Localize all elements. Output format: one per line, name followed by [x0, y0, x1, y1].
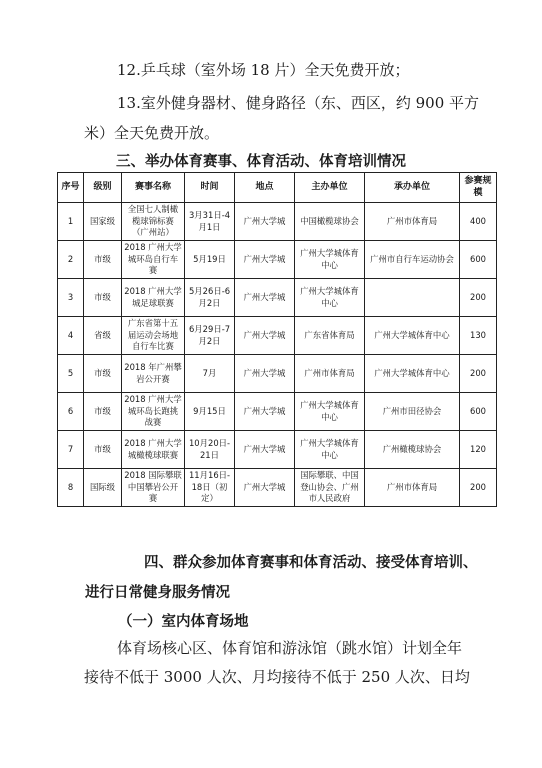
- table-row: [58, 355, 497, 393]
- table-header-row: [58, 173, 497, 203]
- table-cell-text: 120: [470, 443, 486, 454]
- body-paragraph-line1: 体育场核心区、体育馆和游泳馆（跳水馆）计划全年: [117, 639, 463, 657]
- table-cell-text: 广州大学城: [243, 253, 286, 264]
- table-cell: [295, 393, 365, 431]
- table-cell-text: 3: [67, 291, 74, 302]
- table-cell-text: 广州大学城: [243, 215, 286, 226]
- item-12-paragraph: 12.乒乓球（室外场 18 片）全天免费开放；: [117, 61, 410, 79]
- table-cell: [295, 203, 365, 241]
- table-cell: [460, 393, 497, 431]
- table-header-cell: [122, 173, 185, 203]
- table-cell-text: 130: [470, 329, 486, 340]
- table-cell: [460, 241, 497, 279]
- table-cell-text: 200: [470, 291, 486, 302]
- table-cell: [58, 431, 84, 469]
- table-cell: [235, 317, 295, 355]
- table-cell: [460, 469, 497, 507]
- table-cell: [295, 279, 365, 317]
- table-cell-text: 广东省第十五届运动会场地自行车比赛: [127, 318, 179, 352]
- table-cell-text: 200: [470, 367, 486, 378]
- table-header-cell: [84, 173, 122, 203]
- table-row: [58, 279, 497, 317]
- table-cell: [185, 203, 235, 241]
- table-cell: [84, 393, 122, 431]
- table-cell-text: 2018 广州大学城橄榄球联赛: [124, 438, 182, 460]
- table-cell-text: 广州橄榄球协会: [382, 443, 442, 454]
- table-cell: [460, 355, 497, 393]
- table-cell-text: 2018 年广州攀岩公开赛: [124, 362, 182, 384]
- table-cell-text: 6月29日-7月2日: [188, 324, 231, 346]
- table-cell-text: 广州大学城体育中心: [300, 286, 359, 308]
- table-cell: [122, 469, 185, 507]
- table-cell: [235, 431, 295, 469]
- table-cell-text: 广州大学城体育中心: [300, 400, 359, 422]
- table-cell-text: 广州大学城体育中心: [374, 367, 450, 378]
- table-cell: [122, 431, 185, 469]
- table-cell-text: 广州市体育局: [386, 215, 438, 226]
- table-header-cell: [185, 173, 235, 203]
- table-cell: [235, 203, 295, 241]
- table-cell: [365, 317, 460, 355]
- table-cell-text: 600: [470, 253, 486, 264]
- table-cell-text: 11月16日-18日（初定）: [188, 470, 231, 504]
- table-cell-text: 广州大学城体育中心: [300, 248, 359, 270]
- table-cell-text: 2018 广州大学城环岛自行车赛: [124, 242, 182, 276]
- table-cell: [235, 241, 295, 279]
- table-header-label: 时间: [200, 181, 219, 192]
- table-cell: [365, 431, 460, 469]
- table-row: [58, 317, 497, 355]
- table-cell: [295, 431, 365, 469]
- table-cell: [365, 241, 460, 279]
- table-cell: [295, 469, 365, 507]
- table-row: [58, 469, 497, 507]
- section-4-heading-line2: 进行日常健身服务情况: [85, 585, 230, 601]
- table-header-label: 赛事名称: [134, 181, 171, 192]
- table-cell-text: 7: [67, 443, 74, 454]
- table-cell-text: 广州市田径协会: [382, 405, 442, 416]
- section-4-heading-line1: 四、群众参加体育赛事和体育活动、接受体育培训、: [144, 555, 478, 571]
- table-cell-text: 广州大学城体育中心: [300, 438, 359, 460]
- table-cell: [460, 279, 497, 317]
- table-cell: [460, 317, 497, 355]
- table-cell: [84, 203, 122, 241]
- table-cell-text: 200: [470, 481, 486, 492]
- table-cell: [58, 241, 84, 279]
- table-cell: [295, 355, 365, 393]
- table-header-label: 序号: [61, 181, 80, 192]
- table-cell-text: 6: [67, 405, 74, 416]
- table-cell-text: 市级: [94, 367, 111, 378]
- table-header-cell: [460, 173, 497, 203]
- table-cell-text: 8: [67, 481, 74, 492]
- table-cell-text: 9月15日: [193, 405, 226, 416]
- table-cell: [365, 203, 460, 241]
- events-table: [57, 172, 497, 507]
- table-cell-text: 广东省体育局: [304, 329, 355, 340]
- table-body: [58, 203, 497, 507]
- table-cell-text: 1: [67, 215, 74, 226]
- table-cell: [365, 355, 460, 393]
- table-cell: [122, 241, 185, 279]
- table-cell: [58, 203, 84, 241]
- table-cell-text: 市级: [94, 291, 111, 302]
- table-cell: [185, 469, 235, 507]
- table-cell: [122, 317, 185, 355]
- table-cell-text: 2: [67, 253, 74, 264]
- table-header-cell: [365, 173, 460, 203]
- table-cell: [122, 203, 185, 241]
- table-cell-text: 10月20日-21日: [188, 438, 231, 460]
- table-row: [58, 393, 497, 431]
- table-cell-text: 市级: [94, 253, 111, 264]
- table-cell: [235, 279, 295, 317]
- table-cell-text: 广州大学城: [243, 367, 286, 378]
- table-cell: [185, 279, 235, 317]
- table-cell-text: 广州市体育局: [304, 367, 355, 378]
- table-row: [58, 241, 497, 279]
- table-cell: [185, 431, 235, 469]
- table-cell-text: 2018 广州大学城足球联赛: [124, 286, 182, 308]
- table-cell-text: 7月: [202, 367, 217, 378]
- table-cell-text: 广州市体育局: [386, 481, 438, 492]
- table-cell-text: 广州大学城: [243, 329, 286, 340]
- table-header-cell: [58, 173, 84, 203]
- table-header-label: 承办单位: [393, 181, 430, 192]
- table-cell-text: 5月19日: [193, 253, 226, 264]
- table-cell-text: 国际攀联、中国登山协会、广州市人民政府: [300, 470, 359, 504]
- table-cell: [84, 279, 122, 317]
- table-cell: [295, 241, 365, 279]
- item-13-paragraph-line2: 米）全天免费开放。: [84, 124, 220, 142]
- table-cell-text: 400: [470, 215, 486, 226]
- table-cell-text: 市级: [94, 405, 111, 416]
- table-cell-text: 市级: [94, 443, 111, 454]
- table-cell: [365, 393, 460, 431]
- table-cell: [460, 203, 497, 241]
- table-cell: [185, 317, 235, 355]
- table-cell: [122, 279, 185, 317]
- table-cell: [185, 241, 235, 279]
- table-cell: [365, 469, 460, 507]
- section-3-heading: 三、举办体育赛事、体育活动、体育培训情况: [116, 154, 406, 170]
- table-cell: [365, 279, 460, 317]
- table-header-label: 级别: [93, 181, 112, 192]
- table-cell-text: 广州大学城: [243, 443, 286, 454]
- table-cell: [122, 393, 185, 431]
- table-cell-text: 3月31日-4月1日: [188, 210, 231, 232]
- table-cell-text: 5: [67, 367, 74, 378]
- table-cell: [58, 355, 84, 393]
- table-cell-text: 600: [470, 405, 486, 416]
- table-header-cell: [235, 173, 295, 203]
- table-cell: [84, 355, 122, 393]
- table-cell-text: 4: [67, 329, 74, 340]
- table-cell-text: 广州市自行车运动协会: [370, 253, 454, 264]
- table-cell: [185, 355, 235, 393]
- table-cell-text: 广州大学城: [243, 291, 286, 302]
- table-header-label: 主办单位: [311, 181, 348, 192]
- table-header-label: 参赛规模: [464, 176, 492, 198]
- table-cell: [84, 469, 122, 507]
- table-cell: [58, 279, 84, 317]
- table-cell-text: 广州大学城体育中心: [374, 329, 450, 340]
- table-cell: [235, 393, 295, 431]
- table-cell-text: 5月26日-6月2日: [188, 286, 231, 308]
- table-cell: [58, 469, 84, 507]
- subsection-1-heading: （一）室内体育场地: [118, 614, 249, 630]
- table-header-cell: [295, 173, 365, 203]
- table-cell: [58, 393, 84, 431]
- table-cell-text: 国家级: [89, 215, 116, 226]
- table-cell-text: 广州大学城: [243, 405, 286, 416]
- table-cell: [235, 355, 295, 393]
- table-cell: [460, 431, 497, 469]
- table-cell: [235, 469, 295, 507]
- body-paragraph-line2: 接待不低于 3000 人次、月均接待不低于 250 人次、日均: [84, 668, 470, 686]
- table-cell-text: 省级: [94, 329, 111, 340]
- table-row: [58, 203, 497, 241]
- table-row: [58, 431, 497, 469]
- table-cell: [122, 355, 185, 393]
- table-cell-text: 广州大学城: [243, 481, 286, 492]
- item-13-paragraph-line1: 13.室外健身器材、健身路径（东、西区，约 900 平方: [117, 94, 480, 112]
- table-cell: [295, 317, 365, 355]
- table-cell: [84, 431, 122, 469]
- table-cell-text: 国际级: [89, 481, 116, 492]
- table-header-label: 地点: [255, 181, 274, 192]
- table-cell: [84, 241, 122, 279]
- table-cell-text: 2018 广州大学城环岛长跑挑战赛: [124, 394, 182, 428]
- table-cell-text: 全国七人制橄榄球锦标赛（广州站）: [127, 204, 179, 238]
- table-cell-text: 中国橄榄球协会: [300, 215, 359, 226]
- table-cell: [185, 393, 235, 431]
- table-cell-text: 2018 国际攀联中国攀岩公开赛: [124, 470, 182, 504]
- table-cell: [58, 317, 84, 355]
- table-cell: [84, 317, 122, 355]
